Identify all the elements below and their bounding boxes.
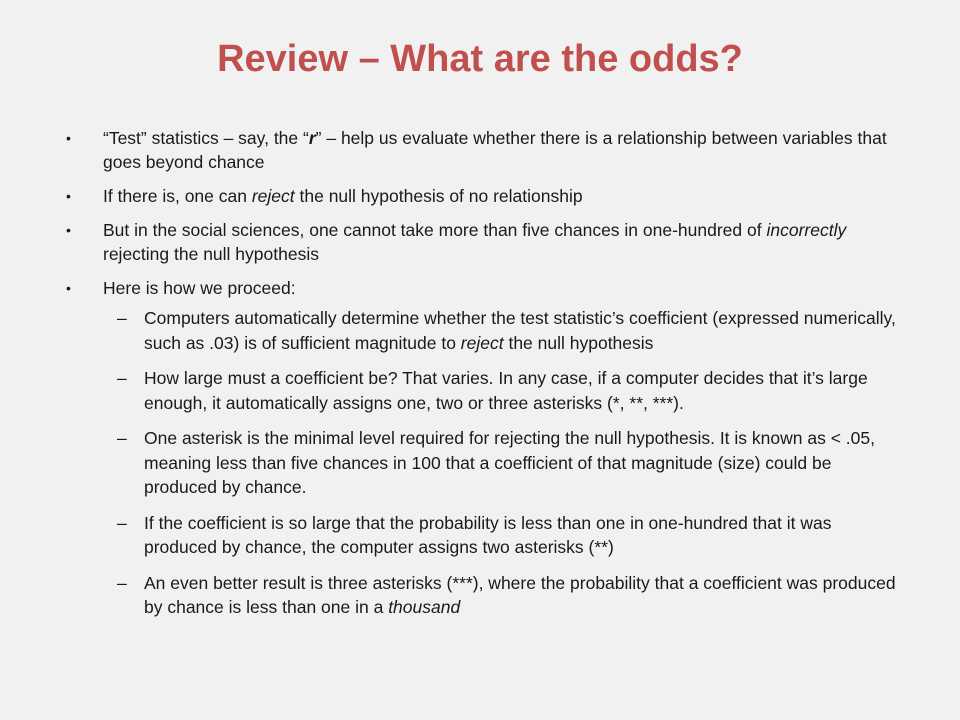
bullet-emphasis: reject — [251, 186, 295, 206]
sub-bullet-text: If the coefficient is so large that the probability is less than one in one-hundred that it was produced by chance, the computer assigns two asterisks (**) — [144, 512, 832, 557]
bullet-icon: • — [66, 222, 71, 238]
slide-title: Review – What are the odds? — [217, 38, 743, 80]
sub-bullet-item-computers — [103, 306, 906, 355]
bullet-text: ” – help us evaluate whether there is a relationship between variables that goes beyond chance — [103, 128, 887, 172]
bullet-text: the null hypothesis of no relationship — [294, 186, 583, 206]
sub-bullet-text: Computers automatically determine whether the test statistic’s coefficient (expressed numerically, such as .03) is of sufficient magnitude to — [144, 308, 896, 353]
bullet-text: “Test” statistics – say, the “ — [103, 128, 309, 148]
dash-icon: – — [117, 308, 127, 328]
slide-body — [66, 126, 906, 631]
sub-bullet-emphasis: thousand — [388, 597, 461, 617]
sub-bullet-list — [103, 306, 906, 620]
sub-bullet-item-how-large — [103, 366, 906, 415]
bullet-text: But in the social sciences, one cannot take more than five chances in one-hundred of — [103, 220, 767, 240]
bullet-text: Here is how we proceed: — [103, 278, 296, 298]
dash-icon: – — [117, 428, 127, 448]
dash-icon: – — [117, 572, 127, 593]
bullet-icon: • — [66, 130, 71, 146]
sub-bullet-text: An even better result is three asterisks (***), where the probability that a coefficient was produced by chance is less than one in a — [144, 572, 896, 617]
bullet-icon: • — [66, 280, 71, 296]
bullet-text: If there is, one can — [103, 186, 252, 206]
sub-bullet-text: One asterisk is the minimal level required for rejecting the null hypothesis. It is known as < .05, meaning less than five chances in 100 that a coefficient of that magnitude (size) could be produced by chance. — [144, 428, 875, 497]
sub-bullet-text: How large must a coefficient be? That varies. In any case, if a computer decides that it’s large enough, it automatically assigns one, two or three asterisks (*, **, ***). — [144, 368, 868, 413]
bullet-item-reject — [66, 184, 906, 208]
bullet-item-proceed — [66, 276, 906, 620]
sub-bullet-text: the null hypothesis — [503, 332, 654, 353]
bullet-item-test-statistics — [66, 126, 906, 174]
sub-bullet-emphasis: reject — [460, 332, 504, 353]
bullet-list — [66, 126, 906, 620]
bullet-text: rejecting the null hypothesis — [103, 244, 319, 264]
bullet-r-symbol: r — [308, 128, 316, 148]
dash-icon: – — [117, 512, 127, 533]
sub-bullet-item-two-asterisks — [103, 511, 906, 560]
dash-icon: – — [117, 368, 127, 388]
bullet-icon: • — [66, 188, 71, 204]
bullet-item-social-sciences — [66, 218, 906, 266]
sub-bullet-item-three-asterisks — [103, 571, 906, 620]
bullet-emphasis: incorrectly — [766, 220, 847, 240]
sub-bullet-item-one-asterisk — [103, 426, 906, 500]
